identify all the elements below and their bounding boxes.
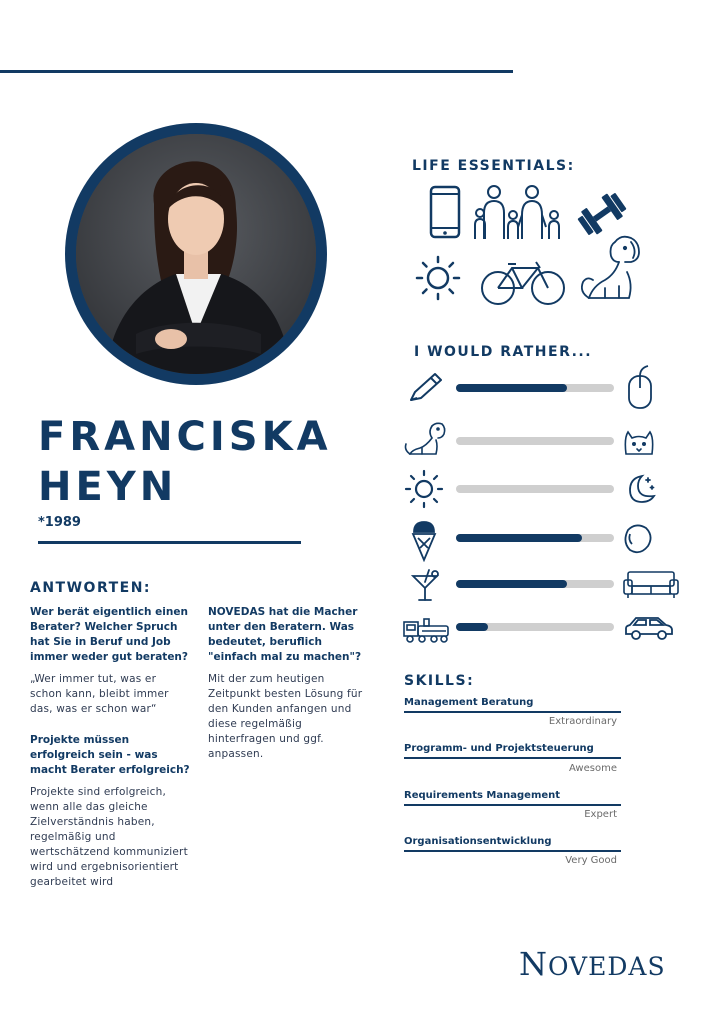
moon-icon: [624, 472, 658, 506]
preference-bar-cocktail-sofa: [456, 580, 614, 588]
pencil-icon: [405, 370, 445, 406]
skill-divider: [404, 711, 621, 713]
profile-photo: [76, 134, 316, 374]
antworten-title: ANTWORTEN:: [30, 580, 152, 596]
last-name: HEYN: [38, 464, 178, 510]
top-divider: [0, 70, 513, 73]
sofa-icon: [622, 568, 680, 600]
skill-level: Extraordinary: [548, 716, 617, 727]
sun-icon: [415, 255, 461, 301]
preference-bar-fill: [456, 384, 567, 392]
skill-name: Management Beratung: [404, 697, 534, 708]
skill-level: Awesome: [569, 763, 617, 774]
would-rather-title: I WOULD RATHER...: [414, 344, 593, 360]
skill-name: Requirements Management: [404, 790, 561, 801]
dog-icon: [575, 232, 645, 304]
cat-icon: [622, 424, 656, 458]
train-icon: [402, 616, 452, 644]
dog-icon: [402, 420, 448, 458]
skill-name: Organisationsentwicklung: [404, 836, 552, 847]
name-divider: [38, 541, 301, 544]
skill-divider: [404, 850, 621, 852]
answer-2: Projekte sind erfolgreich, wenn alle das gleiche Zielverständnis haben, regelmäßig und wertschätzend kommuniziert wird und ergebnisorientiert gearbeitet wird: [30, 786, 188, 888]
preference-bar-dog-cat: [456, 437, 614, 445]
logo-initial: N: [519, 945, 548, 983]
skill-level: Expert: [584, 809, 617, 820]
preference-bar-sun-moon: [456, 485, 614, 493]
question-2: Projekte müssen erfolgreich sein - was macht Berater erfolgreich?: [30, 734, 190, 776]
preference-bar-fill: [456, 580, 567, 588]
lemon-icon: [622, 522, 654, 556]
skill-divider: [404, 757, 621, 759]
logo-rest: OVEDAS: [548, 952, 666, 981]
life-essentials-title: LIFE ESSENTIALS:: [412, 158, 575, 174]
family-icon: [472, 183, 564, 241]
skill-level: Very Good: [565, 855, 617, 866]
answer-3: Mit der zum heutigen Zeitpunkt besten Lösung für den Kunden anfangen und diese regelmäßig hinterfragen und ggf. anpassen.: [208, 673, 363, 760]
mouse-icon: [626, 362, 654, 410]
answer-1: „Wer immer tut, was er schon kann, bleibt immer das, was er schon war“: [30, 673, 169, 715]
car-icon: [624, 614, 674, 644]
novedas-logo: [519, 945, 666, 983]
question-3: NOVEDAS hat die Macher unter den Beratern. Was bedeutet, beruflich "einfach mal zu machen"?: [208, 606, 362, 663]
skill-name: Programm- und Projektsteuerung: [404, 743, 594, 754]
question-1: Wer berät eigentlich einen Berater? Welcher Spruch hat Sie in Beruf und Job immer weder gut beraten?: [30, 606, 189, 663]
preference-bar-fill: [456, 623, 488, 631]
bicycle-icon: [480, 258, 566, 306]
preference-bar-pencil-mouse: [456, 384, 614, 392]
preference-bar-fill: [456, 534, 582, 542]
preference-bar-icecream-lemon: [456, 534, 614, 542]
birth-year: *1989: [38, 515, 81, 530]
smartphone-icon: [428, 185, 462, 239]
dumbbell-icon: [577, 190, 627, 238]
ice-cream-icon: [410, 518, 438, 562]
skill-divider: [404, 804, 621, 806]
sun-icon: [404, 469, 444, 509]
first-name: FRANCISKA: [38, 414, 332, 460]
cocktail-icon: [411, 568, 443, 604]
preference-bar-train-car: [456, 623, 614, 631]
skills-title: SKILLS:: [404, 673, 475, 689]
person-name: [38, 412, 332, 512]
